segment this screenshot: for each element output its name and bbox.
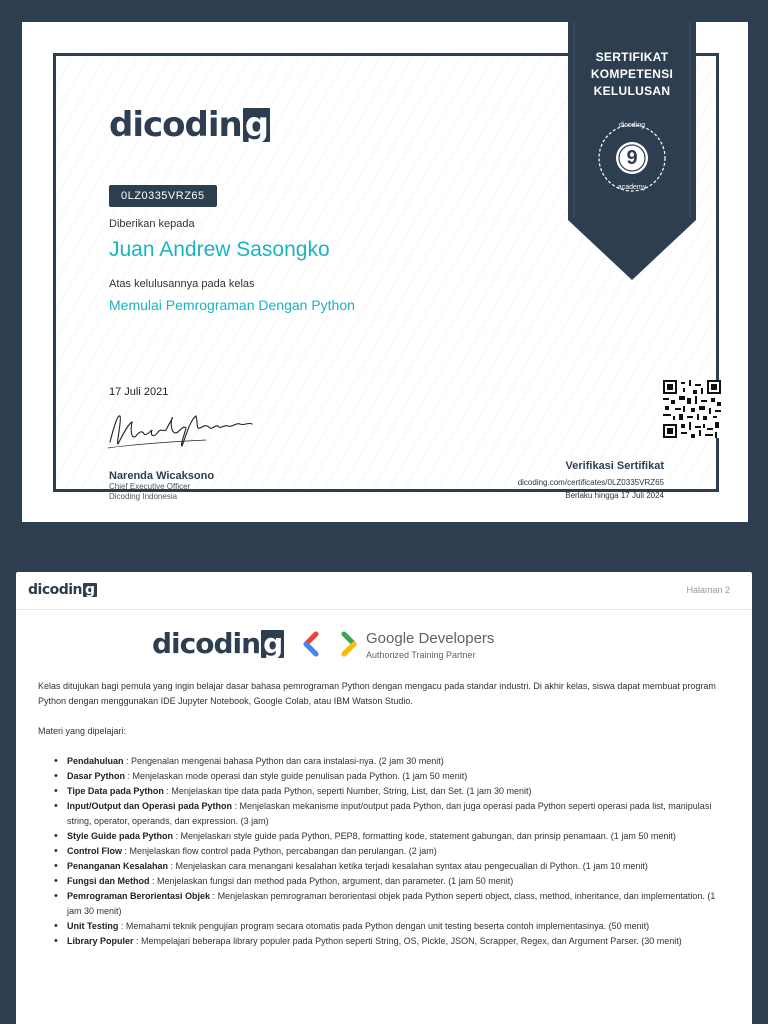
badge-number: 9: [626, 147, 638, 169]
page-header: [16, 572, 752, 610]
dicoding-logo: dicoding: [109, 105, 269, 145]
materials-label: Materi yang dipelajari:: [38, 726, 127, 736]
module-item: • Fungsi dan Method : Menjelaskan fungsi dan method pada Python, argument, dan parameter. (1 jam 50 menit): [54, 874, 728, 889]
verify-title: Verifikasi Sertifikat: [565, 460, 664, 472]
dicoding-small-logo: dicodin g: [28, 582, 95, 598]
google-developers-icon: [302, 630, 358, 658]
given-to-label: Diberikan kepada: [109, 218, 195, 230]
signature-image: [106, 406, 256, 456]
qr-code[interactable]: [663, 380, 721, 438]
module-item: • Control Flow : Menjelaskan flow control pada Python, percabangan dan perulangan. (2 jam): [54, 844, 728, 859]
class-label: Atas kelulusannya pada kelas: [109, 278, 255, 290]
module-item: • Unit Testing : Memahami teknik pengujian program secara otomatis pada Python dengan unit testing beserta contoh implementasinya. (50 menit): [54, 919, 728, 934]
signer-role: Chief Executive Officer: [109, 482, 191, 491]
module-item: • Style Guide pada Python : Menjelaskan style guide pada Python, PEP8, formatting kode, statement gabungan, dan prinsip penamaan. (1 jam 50 menit): [54, 829, 728, 844]
badge-bottom-text: academy: [617, 184, 647, 191]
course-description: [38, 679, 728, 949]
module-item: • Tipe Data pada Python : Menjelaskan tipe data pada Python, seperti Number, String, List, dan Set. (1 jam 30 menit): [54, 784, 728, 799]
course-details-page: [16, 572, 752, 1024]
course-intro: Kelas ditujukan bagi pemula yang ingin belajar dasar bahasa pemrograman Python dengan mengacu pada standar industri. Di akhir kelas, siswa dapat membuat program Python dengan menggunakan IDE Jupyter Notebook, Google Colab, atau IBM Watson Studio.: [38, 681, 716, 706]
dicoding-logo-large: dicodin g: [152, 627, 283, 660]
valid-until: Berlaku hingga 17 Juli 2024: [565, 491, 664, 500]
module-item: • Pemrograman Berorientasi Objek : Menjelaskan pemrograman berorientasi objek pada Python seperti object, class, method, inheritance, dan implementation. (1 jam 30 menit): [54, 889, 728, 919]
module-item: • Dasar Python : Menjelaskan mode operasi dan style guide penulisan pada Python. (1 jam 50 menit): [54, 769, 728, 784]
badge-top-text: dicoding: [618, 122, 646, 129]
recipient-name: Juan Andrew Sasongko: [109, 238, 330, 261]
module-item: • Library Populer : Mempelajari beberapa library populer pada Python seperti String, OS, Pickle, JSON, Scrapper, Regex, dan Argument Parser. (30 menit): [54, 934, 728, 949]
course-name: Memulai Pemrograman Dengan Python: [109, 297, 355, 313]
issue-date: 17 Juli 2021: [109, 386, 169, 398]
verification-block: [518, 460, 664, 502]
signer-name: Narenda Wicaksono: [109, 470, 215, 482]
verify-url-link[interactable]: dicoding.com/certificates/0LZ0335VRZ65: [517, 478, 664, 487]
module-item: • Penanganan Kesalahan : Menjelaskan cara menangani kesalahan ketika terjadi kesalahan syntax atau pengecualian di Python. (1 jam 10 menit): [54, 859, 728, 874]
ribbon-title: SERTIFIKAT KOMPETENSI KELULUSAN: [590, 50, 674, 98]
partner-name: Google Developers: [366, 630, 495, 647]
certificate-page: [22, 22, 748, 522]
signer-block: [109, 470, 214, 502]
certificate-code-badge: 0LZ0335VRZ65: [109, 185, 217, 207]
module-item: • Input/Output dan Operasi pada Python : Menjelaskan mekanisme input/output pada Python, dan juga operasi pada Python seperti operasi pada list, manipulasi string, operator, operands, dan expression. (3 jam): [54, 799, 728, 829]
signer-org: Dicoding Indonesia: [109, 492, 178, 501]
partner-subtitle: Authorized Training Partner: [366, 650, 476, 660]
module-item: • Pendahuluan : Pengenalan mengenai bahasa Python dan cara instalasi-nya. (2 jam 30 menit): [54, 754, 728, 769]
module-list: [54, 754, 728, 949]
page-number: Halaman 2: [686, 585, 730, 595]
